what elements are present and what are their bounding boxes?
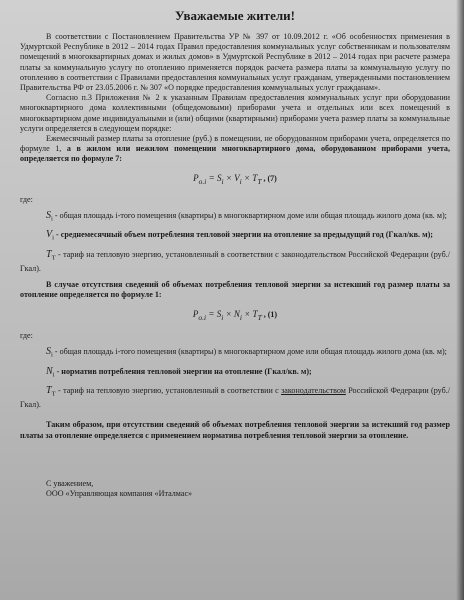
page-shadow-edge bbox=[456, 0, 464, 600]
definition-tariff-2 bbox=[20, 386, 450, 410]
definition-tariff-1-sub: T bbox=[51, 254, 56, 262]
definition-tariff-1-symbol: T bbox=[46, 249, 52, 261]
paragraph-monthly-fee bbox=[20, 134, 450, 165]
formula-1-sub1: i bbox=[221, 312, 224, 322]
paragraph-intro: В соответствии с Постановлением Правительства УР № 397 от 10.09.2012 г. «Об особенностях применения в Удмуртской Республике в 2012 – 2014 годах Правил предоставления коммунальных услуг собственникам и пользователям помещений в многоквартирных домах и жилых домов» в Удмуртской Республике в 2012 – 2014 годах при расчете размера платы за коммунальную услугу по отоплению применяется порядок расчета размера платы за коммунальную услугу по отоплению в соответствии с Правилами предоставления коммунальных услуг гражданам, утвержденными постановлением Правительства РФ от 23.05.2006 г. № 307 «О порядке предоставления коммунальных услуг гражданам». bbox=[20, 32, 450, 93]
company-name: ООО «Управляющая компания «Италмас» bbox=[46, 488, 193, 498]
formula-7-sub2: i bbox=[239, 176, 242, 186]
formula-1-lhs: P bbox=[192, 308, 199, 319]
where-label-1: где: bbox=[20, 195, 33, 205]
definition-tariff-1 bbox=[20, 250, 450, 274]
legislation-link[interactable]: законодательством bbox=[281, 386, 346, 396]
formula-1-times1: × N bbox=[223, 308, 240, 319]
formula-7-number: , (7) bbox=[261, 173, 277, 183]
formula-7-lhs-sub: o.i bbox=[198, 176, 207, 186]
definition-norm-text: - норматив потребления тепловой энергии на отопление (Гкал/кв. м); bbox=[54, 366, 312, 376]
formula-1-sub2: i bbox=[239, 312, 242, 322]
definition-area-1-text: - общая площадь i-того помещения (квартиры) в многоквартирном доме или общая площадь жилого дома (кв. м); bbox=[52, 210, 447, 220]
formula-7-lhs: P bbox=[193, 172, 199, 183]
definition-norm-symbol: N bbox=[46, 365, 53, 377]
paragraph-monthly-fee-bold: а в жилом или нежилом помещении многоквартирного дома, оборудованном приборами учета, определяется по формуле 7: bbox=[20, 144, 450, 164]
definition-tariff-2-text-a: - тариф на тепловую энергию, установленный в соответствии с bbox=[55, 386, 282, 396]
formula-7-rhs: = S bbox=[208, 172, 222, 183]
definition-tariff-1-text: - тариф на тепловую энергию, установленный в соответствии с законодательством Российской Федерации (руб./Гкал). bbox=[20, 250, 450, 274]
definition-area-1 bbox=[20, 211, 450, 225]
formula-1 bbox=[20, 309, 450, 322]
paragraph-no-data: В случае отсутствия сведений об объемах потребления тепловой энергии за истекший год размер платы за отопление определяется по формуле 1: bbox=[20, 280, 450, 300]
formula-7 bbox=[20, 173, 450, 186]
definition-tariff-2-sub: T bbox=[51, 390, 56, 398]
definition-area-2-symbol: S bbox=[46, 345, 51, 357]
definition-norm-sub: i bbox=[52, 371, 55, 379]
definition-tariff-2-text-b: Российской Федерации (руб./Гкал). bbox=[20, 386, 450, 410]
where-label-2: где: bbox=[20, 331, 33, 341]
regards-text: С уважением, bbox=[46, 478, 94, 488]
definition-norm bbox=[20, 367, 450, 381]
formula-7-times2: × T bbox=[241, 172, 258, 183]
signature-block bbox=[20, 479, 450, 499]
definition-area-2-text: - общая площадь i-того помещения (квартиры) в многоквартирном доме или общая площадь жилого дома (кв. м); bbox=[52, 346, 447, 356]
definition-volume-text: - среднемесячный объем потребления тепловой энергии на отопление за предыдущий год (Гкал/кв. м); bbox=[54, 230, 433, 240]
definition-volume-sub: i bbox=[52, 235, 54, 243]
paragraph-monthly-fee-normal: Ежемесячный размер платы за отопление (руб.) в помещении, не оборудованном приборами учета, определяется по формуле 1, bbox=[20, 134, 450, 154]
page-title: Уважаемые жители! bbox=[175, 8, 295, 23]
formula-7-times1: × V bbox=[223, 172, 240, 183]
definition-area-1-symbol: S bbox=[46, 209, 51, 221]
definition-volume-symbol: V bbox=[46, 229, 53, 241]
paragraph-conclusion: Таким образом, при отсутствии сведений об объемах потребления тепловой энергии за истекший год размер платы за отопление определяется с применением норматива потребления тепловой энергии за отопление. bbox=[20, 420, 450, 440]
definition-volume bbox=[20, 230, 450, 244]
definition-area-2 bbox=[20, 347, 450, 361]
formula-7-sub3: T bbox=[257, 176, 262, 186]
formula-1-number: , (1) bbox=[261, 309, 278, 319]
formula-1-rhs: = S bbox=[208, 308, 222, 319]
formula-1-times2: × T bbox=[241, 308, 258, 319]
formula-1-lhs-sub: o.i bbox=[198, 312, 207, 322]
formula-7-sub1: i bbox=[221, 176, 224, 186]
paragraph-rules: Согласно п.3 Приложения № 2 к указанным Правилам предоставления коммунальных услуг при оборудовании многоквартирного дома коллективными (общедомовыми) приборами учета и отдельных или всех помещений в многоквартирном доме индивидуальными и (или) общими (квартирными) приборами учета размер платы за коммунальные услуги определяется в следующем порядке: bbox=[20, 93, 450, 133]
formula-1-sub3: T bbox=[257, 312, 262, 322]
definition-area-2-sub: i bbox=[51, 351, 53, 359]
definition-tariff-2-symbol: T bbox=[46, 385, 52, 397]
definition-area-1-sub: i bbox=[51, 215, 53, 223]
